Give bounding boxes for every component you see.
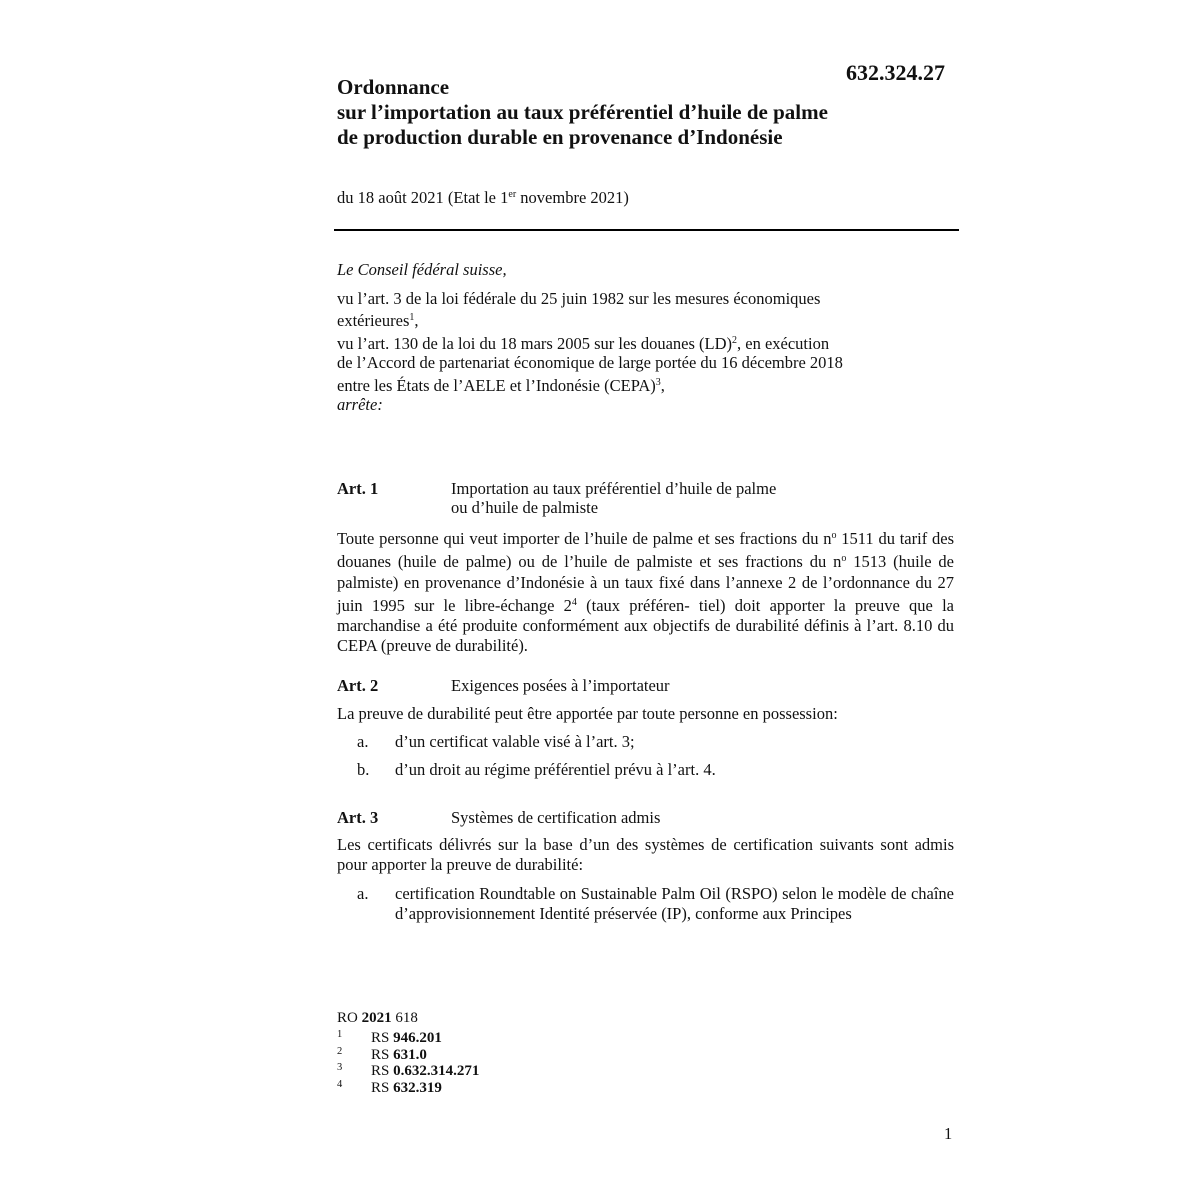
article-3-number: Art. 3: [337, 808, 379, 827]
footnote-ref-1[interactable]: 1: [409, 312, 415, 323]
list-item: a. certification Roundtable on Sustainable Palm Oil (RSPO) selon le modèle de chaîne d’approvisionnement Identité préservée (IP), conforme aux Principes: [357, 884, 954, 924]
footnote-2-link[interactable]: 631.0: [393, 1046, 427, 1063]
ro-reference: RO 2021 618: [337, 1010, 418, 1026]
council-line: Le Conseil fédéral suisse,: [337, 260, 507, 279]
footnotes: [337, 1010, 479, 1096]
title-line-2: sur l’importation au taux préférentiel d’huile de palme: [337, 100, 828, 124]
article-2-title: Exigences posées à l’importateur: [451, 676, 670, 695]
footnote-3: 3 RS 0.632.314.271: [337, 1062, 480, 1079]
preamble-line-2: extérieures$^1$,: [337, 311, 419, 330]
sr-number: 632.324.27: [846, 60, 945, 85]
preamble-line-3: vu l’art. 130 de la loi du 18 mars 2005 sur les douanes (LD)$^2$, en exécution: [337, 333, 830, 353]
title-line-3: de production durable en provenance d’Indonésie: [337, 125, 783, 149]
footnote-ref-2[interactable]: 2: [732, 334, 738, 346]
footnote-ref-4[interactable]: 4: [571, 596, 577, 608]
article-2-intro: La preuve de durabilité peut être apportée par toute personne en possession:: [337, 704, 838, 723]
header-divider: [334, 229, 959, 231]
article-3-list: [337, 884, 954, 925]
list-item: b. d’un droit au régime préférentiel prévu à l’art. 4.: [357, 760, 716, 780]
article-1-text: Toute personne qui veut importer de l’huile de palme et ses fractions du n$^o$ 1511 du tarif des douanes (huile de palme) ou de l’huile de palmiste et ses fractions du n$^o$ 1513 (huile de palmiste) en provenance d’Indonésie à un taux fixé dans l’annexe 2 de l’ordonnance du 27 juin 1995 sur le libre-échange 2$^4$ (taux préféren- tiel) doit apporter la preuve que la marchandise a été produite conformément aux objectifs de durabilité définis à l’art. 8.10 du CEPA (preuve de durabilité).: [337, 529, 954, 656]
footnote-2: 2 RS 631.0: [337, 1045, 427, 1063]
preamble-line-5: entre les États de l’AELE et l’Indonésie (CEPA)$^3$,: [337, 375, 665, 395]
article-1-number: Art. 1: [337, 479, 379, 498]
date-sup: er: [508, 189, 517, 200]
preamble: [337, 260, 957, 415]
footnote-3-link[interactable]: 0.632.314.271: [393, 1063, 480, 1079]
article-3-intro: Les certificats délivrés sur la base d’un des systèmes de certification suivants sont admis pour apporter la preuve de durabilité:: [337, 835, 954, 875]
preamble-line-1: vu l’art. 3 de la loi fédérale du 25 juin 1982 sur les mesures économiques: [337, 288, 821, 308]
article-2-list: [337, 732, 954, 781]
decree-line: arrête:: [337, 395, 383, 414]
ordinance-title: [337, 75, 828, 150]
date-line: du 18 août 2021 (Etat le 1er novembre 2021): [337, 188, 629, 207]
footnote-ref-3[interactable]: 3: [655, 376, 661, 388]
page-number: 1: [944, 1124, 953, 1143]
title-line-1: Ordonnance: [337, 75, 450, 99]
preamble-line-4: de l’Accord de partenariat économique de large portée du 16 décembre 2018: [337, 353, 843, 372]
footnote-4-link[interactable]: 632.319: [393, 1079, 442, 1096]
footnote-1-link[interactable]: 946.201: [393, 1030, 442, 1046]
article-3-title: Systèmes de certification admis: [451, 808, 661, 827]
footnote-4: 4 RS 632.319: [337, 1078, 442, 1096]
list-item: a. d’un certificat valable visé à l’art. 3;: [357, 732, 635, 751]
footnote-1: 1 RS 946.201: [337, 1029, 442, 1046]
article-2-number: Art. 2: [337, 676, 379, 695]
article-1-title: Importation au taux préférentiel d’huile de palme ou d’huile de palmiste: [451, 479, 777, 517]
